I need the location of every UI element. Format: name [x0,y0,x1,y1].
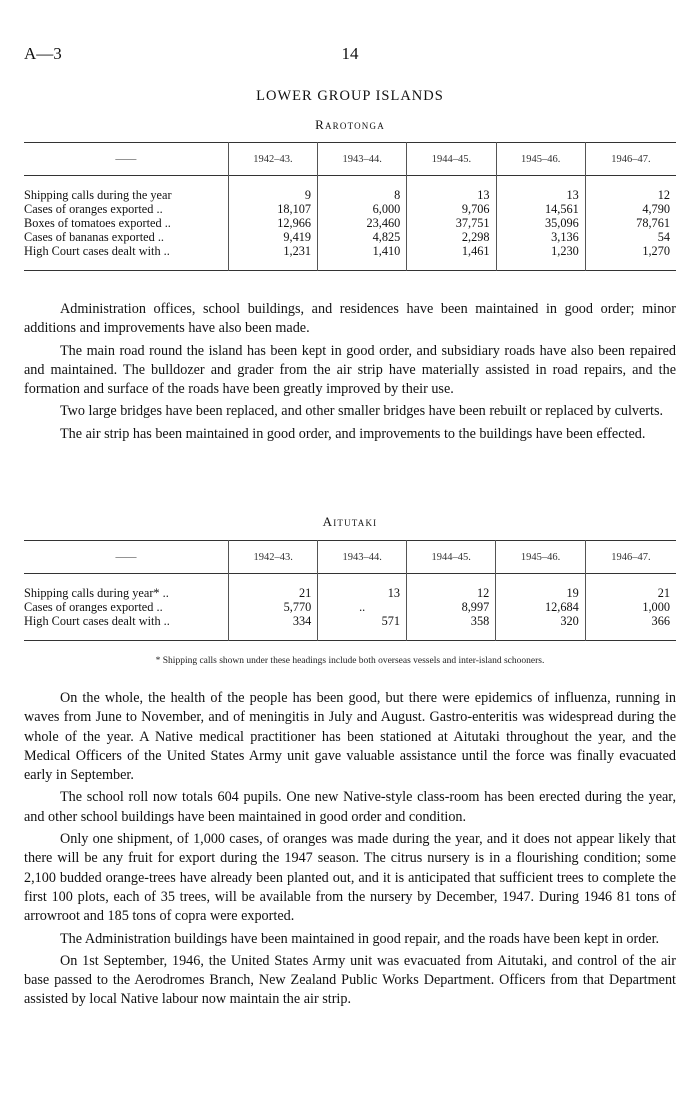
table-cell: 12 [585,176,676,203]
page-number: 14 [341,44,359,63]
row-label: High Court cases dealt with .. [24,244,170,258]
table-cell: .. [318,600,407,614]
table-cell: 54 [585,230,676,244]
table-header-row [24,143,676,176]
paragraph: The Administration buildings have been maintained in good repair, and the roads have been kept in order. [60,930,660,947]
table-row [24,244,676,271]
table-cell: 5,770 [229,600,318,614]
table-cell: 8 [318,176,407,203]
table-cell: 13 [318,574,407,601]
column-header: 1945–46. [496,541,586,574]
paragraph: The air strip has been maintained in good order, and improvements to the buildings have been effected. [60,425,646,442]
table-row [24,230,676,244]
row-label: Shipping calls during the year [24,188,172,202]
report-code: A—3 [24,44,62,63]
table-cell: 1,410 [318,244,407,271]
table-row [24,216,676,230]
rarotonga-text [24,300,676,447]
column-header: 1945–46. [496,143,585,176]
column-header: 1943–44. [318,143,407,176]
column-header: 1942–43. [229,541,318,574]
table-cell: 9 [228,176,317,203]
table-cell: 21 [585,574,676,601]
row-label: Cases of oranges exported .. [24,202,163,216]
aitutaki-table [24,540,676,641]
table-row [24,574,676,601]
paragraph: The main road round the island has been kept in good order, and subsidiary roads have also been repaired and maintained. The bulldozer and grader from the air strip have materially assisted in road repairs, and the formation and surface of the roads have been greatly improved by their use. [24,342,676,398]
row-label: Boxes of tomatoes exported .. [24,216,171,230]
column-header: 1943–44. [318,541,407,574]
aitutaki-text [24,689,676,1013]
table-cell: 35,096 [496,216,585,230]
table-cell: 366 [585,614,676,641]
table-cell: 4,790 [585,202,676,216]
table-cell: 18,107 [228,202,317,216]
table-cell: 9,419 [228,230,317,244]
column-header: 1946–47. [585,143,676,176]
column-header: 1942–43. [228,143,317,176]
table-cell: 78,761 [585,216,676,230]
table-cell: 9,706 [407,202,496,216]
table-cell: 6,000 [318,202,407,216]
table-cell: 2,298 [407,230,496,244]
table-footnote: * Shipping calls shown under these headings include both overseas vessels and inter-island schooners. [155,656,545,666]
row-label: Cases of oranges exported .. [24,600,163,614]
table-cell: 14,561 [496,202,585,216]
table-cell: 4,825 [318,230,407,244]
table-cell: 1,270 [585,244,676,271]
table-cell: 13 [407,176,496,203]
rarotonga-title: Rarotonga [315,117,385,132]
table-row [24,202,676,216]
table-cell: 12,684 [496,600,586,614]
table-row [24,176,676,203]
paragraph: The school roll now totals 604 pupils. One new Native-style class-room has been erected during the year, and other school buildings have been maintained in good order and condition. [24,789,676,825]
table-cell: 1,000 [585,600,676,614]
table-cell: 1,231 [228,244,317,271]
table-cell: 3,136 [496,230,585,244]
section-title: LOWER GROUP ISLANDS [256,88,444,104]
paragraph: Administration offices, school buildings, and residences have been maintained in good order; minor additions and improvements have also been made. [24,301,676,337]
column-header: 1944–45. [407,541,496,574]
table-cell: 1,230 [496,244,585,271]
column-header: —— [115,551,137,563]
table-cell: 13 [496,176,585,203]
column-header: 1946–47. [585,541,676,574]
table-cell: 8,997 [407,600,496,614]
row-label: Cases of bananas exported .. [24,230,165,244]
column-header: —— [115,153,137,165]
row-label: Shipping calls during year* .. [24,586,169,600]
table-cell: 37,751 [407,216,496,230]
table-cell: 320 [496,614,586,641]
table-cell: 1,461 [407,244,496,271]
page-header [22,44,678,68]
table-cell: 12,966 [228,216,317,230]
paragraph: Only one shipment, of 1,000 cases, of oranges was made during the year, and it does not appear likely that there will be any fruit for export during the 1947 season. The citrus nursery is in a flourishing condition; some 2,100 budded orange-trees have already been planted out, and it is anticipated that sufficient trees to complete the first 100 plots, each of 35 trees, will be available from the nursery by December, 1947. During 1946 81 tons of arrowroot and 185 tons of copra were exported. [24,831,676,925]
paragraph: On 1st September, 1946, the United States Army unit was evacuated from Aitutaki, and control of the air base passed to the Aerodromes Branch, New Zealand Public Works Department. Officers from that Department assisted by local Native labour now maintain the air strip. [24,952,676,1008]
row-label: High Court cases dealt with .. [24,614,170,628]
aitutaki-title: Aitutaki [322,514,378,529]
paragraph: Two large bridges have been replaced, and other smaller bridges have been rebuilt or replaced by culverts. [60,403,664,420]
table-cell: 12 [407,574,496,601]
table-row [24,600,676,614]
table-cell: 334 [229,614,318,641]
table-header-row [24,541,676,574]
table-cell: 21 [229,574,318,601]
table-cell: 23,460 [318,216,407,230]
table-row [24,614,676,641]
rarotonga-table [24,142,676,271]
column-header: 1944–45. [407,143,496,176]
paragraph: On the whole, the health of the people has been good, but there were epidemics of influenza, running in waves from June to November, and of meningitis in July and August. Gastro-enteritis was widespread during the whole of the year. A Native medical practitioner has been stationed at Aitutaki throughout the year, and the Medical Officers of the United States Army unit gave valuable assistance until the force was finally evacuated early in September. [24,690,676,784]
table-cell: 358 [407,614,496,641]
table-cell: 19 [496,574,586,601]
table-cell: 571 [318,614,407,641]
